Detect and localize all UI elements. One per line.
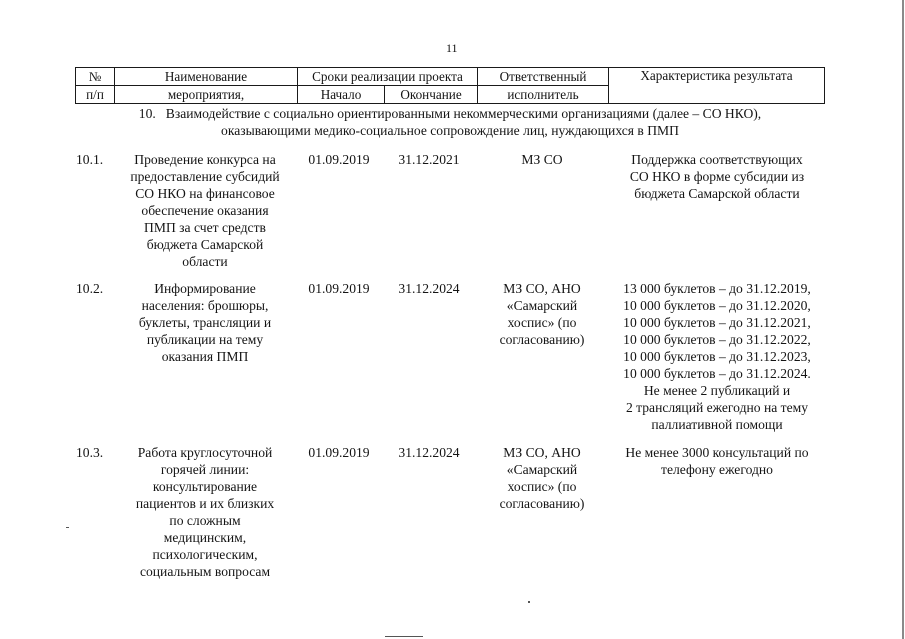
- activity-name-line: по сложным: [169, 513, 241, 528]
- activity-name: [118, 444, 292, 580]
- result-line: Не менее 2 публикаций и: [643, 383, 791, 398]
- activity-name-line: обеспечение оказания: [141, 203, 269, 218]
- page-edge: [902, 0, 904, 639]
- result-line: телефону ежегодно: [661, 462, 773, 477]
- activity-name-line: социальным вопросам: [139, 564, 271, 579]
- activity-name-line: ПМП за счет средств: [144, 220, 266, 235]
- activity-name-line: СО НКО на финансовое: [135, 186, 275, 201]
- responsible-line: «Самарский: [506, 462, 578, 477]
- header-name: Наименование: [115, 68, 298, 86]
- activity-name-line: Работа круглосуточной: [137, 445, 273, 460]
- result-line: 10 000 буклетов – до 31.12.2023,: [623, 349, 811, 364]
- result-line: паллиативной помощи: [651, 417, 783, 432]
- page-number: 11: [446, 41, 458, 55]
- header-responsible: Ответственный: [478, 68, 609, 86]
- end-date: 31.12.2024: [398, 445, 460, 460]
- row-number: 10.3.: [76, 445, 104, 460]
- result: [606, 444, 828, 478]
- activity-name-line: бюджета Самарской: [146, 237, 264, 252]
- header-num: №: [76, 68, 115, 86]
- end-date: 31.12.2021: [398, 152, 460, 167]
- responsible: [488, 151, 596, 168]
- activity-name-line: предоставление субсидий: [130, 169, 280, 184]
- activity-name-line: оказания ПМП: [161, 349, 249, 364]
- row-number: 10.2.: [76, 281, 104, 296]
- activity-name-line: психологическим,: [152, 547, 258, 562]
- header-num-2: п/п: [76, 86, 115, 104]
- activity-name-line: Проведение конкурса на: [134, 152, 276, 167]
- responsible-line: согласованию): [499, 332, 585, 347]
- responsible-line: МЗ СО, АНО: [503, 281, 581, 296]
- activity-name-line: медицинским,: [163, 530, 247, 545]
- activity-name: [118, 151, 292, 270]
- result-line: 2 трансляций ежегодно на тему: [625, 400, 809, 415]
- activity-name-line: населения: брошюры,: [141, 298, 269, 313]
- start-date: 01.09.2019: [308, 281, 370, 296]
- activity-name-line: буклеты, трансляции и: [138, 315, 272, 330]
- activity-name-line: консультирование: [152, 479, 258, 494]
- result-line: Поддержка соответствующих: [631, 152, 803, 167]
- responsible-line: «Самарский: [506, 298, 578, 313]
- result-line: 10 000 буклетов – до 31.12.2022,: [623, 332, 811, 347]
- result-line: бюджета Самарской области: [634, 186, 800, 201]
- result-line: 10 000 буклетов – до 31.12.2020,: [623, 298, 811, 313]
- activity-name-line: публикации на тему: [146, 332, 264, 347]
- result-line: 10 000 буклетов – до 31.12.2021,: [623, 315, 811, 330]
- table-header: [75, 67, 825, 104]
- row-number: 10.1.: [76, 152, 104, 167]
- section-title-line2: оказывающими медико-социальное сопровождение лиц, нуждающихся в ПМП: [221, 123, 679, 138]
- responsible-line: хоспис» (по: [507, 479, 577, 494]
- header-name-2: мероприятия,: [115, 86, 298, 104]
- header-end: Окончание: [385, 86, 478, 104]
- start-date: 01.09.2019: [308, 152, 370, 167]
- header-responsible-2: исполнитель: [478, 86, 609, 104]
- activity-name: [118, 280, 292, 365]
- header-start: Начало: [298, 86, 385, 104]
- result-line: Не менее 3000 консультаций по: [625, 445, 809, 460]
- responsible: [488, 280, 596, 348]
- result-line: 13 000 буклетов – до 31.12.2019,: [623, 281, 811, 296]
- activity-name-line: области: [182, 254, 228, 269]
- end-date: 31.12.2024: [398, 281, 460, 296]
- result-line: СО НКО в форме субсидии из: [629, 169, 805, 184]
- start-date: 01.09.2019: [308, 445, 370, 460]
- activity-name-line: горячей линии:: [160, 462, 250, 477]
- responsible-line: МЗ СО, АНО: [503, 445, 581, 460]
- scan-speck: [528, 601, 530, 603]
- responsible: [488, 444, 596, 512]
- activity-name-line: Информирование: [154, 281, 256, 296]
- result: [606, 151, 828, 202]
- header-period: Сроки реализации проекта: [298, 68, 478, 86]
- responsible-line: согласованию): [499, 496, 585, 511]
- section-title: [90, 105, 810, 139]
- scan-speck: [66, 527, 69, 528]
- result: [606, 280, 828, 433]
- responsible-line: МЗ СО: [521, 152, 563, 167]
- section-number: 10.: [138, 106, 156, 121]
- responsible-line: хоспис» (по: [507, 315, 577, 330]
- section-title-line1: Взаимодействие с социально ориентированными некоммерческими организациями (далее – СО НКО),: [165, 106, 762, 121]
- scan-speck: [385, 636, 423, 637]
- activity-name-line: пациентов и их близких: [135, 496, 275, 511]
- header-result: Характеристика результата: [609, 68, 825, 104]
- result-line: 10 000 буклетов – до 31.12.2024.: [623, 366, 811, 381]
